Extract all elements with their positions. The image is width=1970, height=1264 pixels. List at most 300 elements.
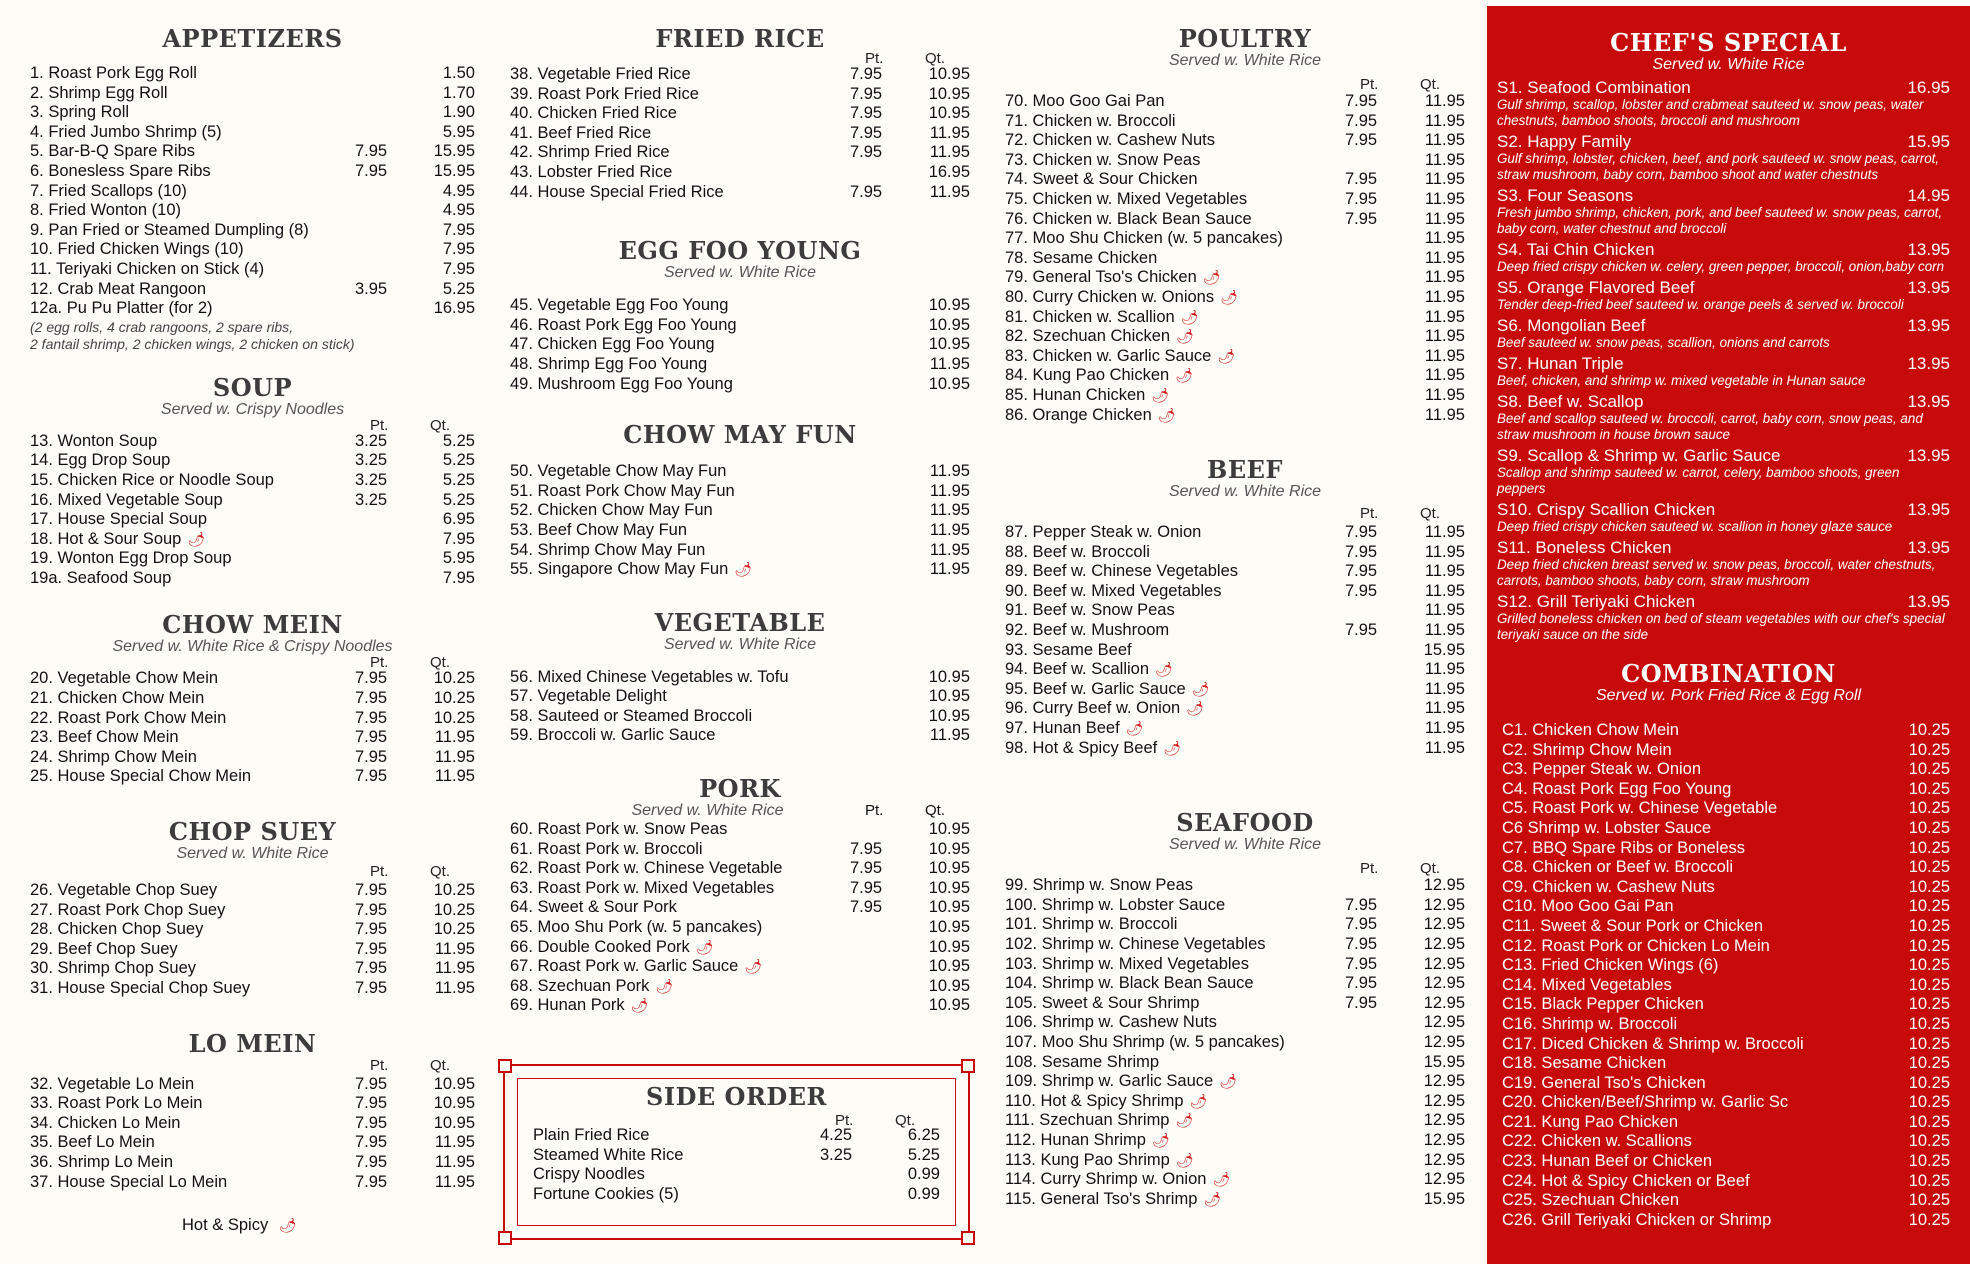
- menu-item-row: [1005, 543, 1465, 563]
- item-name: [1005, 876, 1345, 896]
- item-name: [510, 85, 850, 105]
- item-name-text: 15. Chicken Rice or Noodle Soup: [30, 470, 274, 489]
- item-name-text: 114. Curry Shrimp w. Onion: [1005, 1170, 1207, 1189]
- quart-price: 10.25: [433, 920, 475, 939]
- item-price: 10.25: [1908, 1191, 1950, 1210]
- combination-item: [1497, 1054, 1950, 1074]
- menu-item-row: [1005, 601, 1465, 621]
- item-name-text: 110. Hot & Spicy Shrimp: [1005, 1091, 1184, 1110]
- item-description: Gulf shrimp, lobster, chicken, beef, and pork sauteed w. snow peas, carrot, straw mushroom, baby corn, bamboo shoot and water chestnuts: [1497, 151, 1940, 182]
- chefs-special-item: [1497, 500, 1950, 519]
- item-name-text: 67. Roast Pork w. Garlic Sauce: [510, 957, 739, 976]
- item-name: C6 Shrimp w. Lobster Sauce: [1502, 818, 1712, 837]
- pint-price: 7.95: [850, 898, 883, 917]
- chow-mein-section: [30, 612, 475, 787]
- item-name-text: 113. Kung Pao Shrimp: [1005, 1150, 1170, 1169]
- item-name-text: 52. Chicken Chow May Fun: [510, 501, 713, 520]
- item-name: C17. Diced Chicken & Shrimp w. Broccoli: [1502, 1034, 1804, 1053]
- item-name-text: 86. Orange Chicken: [1005, 405, 1152, 424]
- item-name-text: 97. Hunan Beef: [1005, 719, 1120, 738]
- pt-header: Pt.: [1360, 76, 1379, 93]
- menu-item-row: [510, 918, 970, 938]
- pint-price: 7.95: [850, 65, 883, 83]
- item-price: 10.25: [1908, 1054, 1950, 1073]
- pint-price: 3.25: [355, 490, 388, 509]
- menu-item-row: [1005, 112, 1465, 132]
- quart-price: 16.95: [433, 299, 475, 318]
- item-name: [1005, 92, 1345, 112]
- menu-item-row: [30, 84, 475, 104]
- menu-item-row: [510, 541, 970, 561]
- item-name: [510, 355, 850, 375]
- quart-price: 5.25: [442, 451, 475, 470]
- pint-price: 7.95: [355, 979, 388, 997]
- quart-price: 1.50: [442, 64, 475, 82]
- quart-price: 12.95: [1423, 1032, 1465, 1051]
- item-price: 10.25: [1908, 897, 1950, 916]
- quart-price: 12.95: [1423, 1130, 1465, 1149]
- item-name: [1005, 974, 1345, 994]
- section-subtitle: Served w. White Rice: [176, 845, 329, 863]
- item-name-text: 19. Wonton Egg Drop Soup: [30, 549, 232, 568]
- item-name-text: 3. Spring Roll: [30, 103, 130, 122]
- menu-item-row: [510, 996, 970, 1016]
- menu-item-row: [1005, 1092, 1465, 1112]
- item-name-text: 65. Moo Shu Pork (w. 5 pancakes): [510, 918, 763, 937]
- item-name: S5. Orange Flavored Beef: [1497, 278, 1695, 297]
- item-name: C3. Pepper Steak w. Onion: [1502, 760, 1702, 779]
- item-name: [1005, 229, 1345, 249]
- pint-price: 7.95: [355, 1133, 388, 1152]
- menu-item-row: [30, 471, 475, 491]
- item-name-text: 87. Pepper Steak w. Onion: [1005, 523, 1202, 542]
- chili-pepper-icon: 🌶: [1189, 1092, 1208, 1109]
- item-name-text: 79. General Tso's Chicken: [1005, 268, 1197, 287]
- item-name-text: 20. Vegetable Chow Mein: [30, 669, 219, 688]
- menu-item-row: [510, 163, 970, 183]
- pint-price: 7.95: [1345, 170, 1378, 189]
- pint-price: 7.95: [355, 900, 388, 919]
- item-price: 10.25: [1908, 877, 1950, 896]
- item-name-text: 78. Sesame Chicken: [1005, 248, 1158, 267]
- section-subtitle: Served w. White Rice: [631, 802, 784, 820]
- pt-header: Pt.: [370, 863, 389, 881]
- pt-header: Pt.: [370, 1056, 389, 1074]
- section-title: SOUP: [212, 372, 293, 402]
- section-title: SEAFOOD: [1176, 808, 1314, 838]
- chili-pepper-icon: 🌶: [1175, 367, 1193, 384]
- item-name: [1005, 366, 1345, 386]
- item-name: C25. Szechuan Chicken: [1502, 1191, 1680, 1210]
- quart-price: 10.95: [928, 820, 970, 839]
- item-name-text: 107. Moo Shu Shrimp (w. 5 pancakes): [1005, 1032, 1285, 1051]
- item-price: 10.25: [1908, 1132, 1950, 1151]
- menu-item-row: [30, 979, 475, 999]
- quart-price: 15.95: [1423, 1052, 1465, 1071]
- item-name: [1005, 935, 1345, 955]
- menu-item-row: [1005, 1190, 1465, 1210]
- section-subtitle: Served w. White Rice: [1652, 56, 1805, 73]
- item-description: Deep fried crispy chicken w. celery, green pepper, broccoli, onion,baby corn: [1497, 259, 1945, 274]
- appetizers-section: [30, 26, 475, 353]
- item-name: [1005, 915, 1345, 935]
- combination-item: [1497, 1035, 1950, 1055]
- item-price: 10.25: [1908, 760, 1950, 779]
- item-list: [510, 820, 970, 1016]
- item-name: [1005, 1151, 1345, 1171]
- chefs-special-item: [1497, 240, 1950, 259]
- quart-price: 0.99: [907, 1165, 940, 1184]
- section-title: COMBINATION: [1621, 659, 1836, 688]
- combination-item: [1497, 917, 1950, 937]
- item-name-text: 35. Beef Lo Mein: [30, 1133, 155, 1152]
- section-title: CHOW MEIN: [162, 610, 343, 640]
- pint-price: 7.95: [850, 878, 883, 897]
- item-name-text: 77. Moo Shu Chicken (w. 5 pancakes): [1005, 229, 1283, 248]
- quart-price: 10.95: [928, 918, 970, 937]
- combination-item: [1497, 1132, 1950, 1152]
- item-name: [30, 940, 355, 960]
- item-name: C5. Roast Pork w. Chinese Vegetable: [1502, 799, 1778, 818]
- item-list: [30, 432, 475, 589]
- item-name-text: 25. House Special Chow Mein: [30, 767, 252, 786]
- chow-may-fun-section: [510, 422, 970, 580]
- item-name: [30, 103, 355, 123]
- item-name: [30, 84, 355, 104]
- item-price: 13.95: [1907, 592, 1950, 611]
- quart-price: 12.95: [1423, 1072, 1465, 1091]
- chili-pepper-icon: 🌶: [630, 997, 649, 1014]
- quart-price: 10.95: [928, 996, 970, 1015]
- item-name: [510, 560, 850, 580]
- item-name-text: 16. Mixed Vegetable Soup: [30, 490, 223, 509]
- item-name: C8. Chicken or Beef w. Broccoli: [1502, 858, 1734, 877]
- quart-price: 11.95: [1424, 307, 1465, 326]
- section-subtitle: Served w. White Rice: [1168, 52, 1322, 69]
- chefs-special-item: [1497, 446, 1950, 465]
- combination-item: [1497, 858, 1950, 878]
- pint-price: 7.95: [1345, 189, 1378, 208]
- chili-pepper-icon: 🌶: [1125, 720, 1144, 737]
- item-name-text: 103. Shrimp w. Mixed Vegetables: [1005, 954, 1249, 973]
- menu-item-row: [1005, 170, 1465, 190]
- item-name: S6. Mongolian Beef: [1497, 316, 1646, 335]
- menu-item-row: [510, 668, 970, 688]
- quart-price: 11.95: [1424, 581, 1465, 600]
- menu-item-row: [1005, 621, 1465, 641]
- item-name-text: 93. Sesame Beef: [1005, 640, 1132, 659]
- chili-pepper-icon: 🌶: [695, 938, 714, 955]
- menu-item-row: [1005, 1053, 1465, 1073]
- item-name-text: 60. Roast Pork w. Snow Peas: [510, 820, 728, 839]
- item-price: 10.25: [1908, 936, 1950, 955]
- egg-foo-young-section: [510, 238, 970, 394]
- item-name-text: 19a. Seafood Soup: [30, 568, 172, 587]
- platter-note-line-1: (2 egg rolls, 4 crab rangoons, 2 spare ribs,: [30, 318, 294, 335]
- item-name: [30, 162, 355, 182]
- menu-item-row: [1005, 1072, 1465, 1092]
- section-title: POULTRY: [1178, 24, 1312, 53]
- item-name: [30, 569, 355, 589]
- beef-section: [1005, 457, 1465, 758]
- quart-price: 11.95: [929, 462, 970, 481]
- menu-item-row: [30, 510, 475, 530]
- quart-price: 11.95: [1424, 131, 1465, 150]
- quart-price: 10.95: [433, 1094, 475, 1113]
- item-name: [1005, 1072, 1345, 1092]
- item-price: 10.25: [1908, 916, 1950, 935]
- combination-item: [1497, 839, 1950, 859]
- qt-header: Qt.: [430, 863, 451, 881]
- pint-price: 7.95: [1345, 523, 1378, 542]
- quart-price: 15.95: [1423, 1189, 1465, 1208]
- menu-item-row: [510, 65, 970, 85]
- menu-item-row: [510, 879, 970, 899]
- menu-item-row: [30, 549, 475, 569]
- menu-item-row: [1005, 190, 1465, 210]
- quart-price: 5.95: [442, 549, 475, 568]
- menu-item-row: [30, 1114, 475, 1134]
- item-price: 10.25: [1908, 721, 1950, 739]
- section-subtitle: Served w. Crispy Noodles: [160, 400, 345, 418]
- menu-item-row: [30, 940, 475, 960]
- quart-price: 10.95: [928, 104, 970, 123]
- pint-price: 7.95: [1345, 993, 1378, 1012]
- chili-pepper-icon: 🌶: [1175, 1151, 1194, 1168]
- menu-item-row: [510, 938, 970, 958]
- item-list: [510, 462, 970, 580]
- menu-item-row: [1005, 1013, 1465, 1033]
- pint-price: 7.95: [850, 182, 883, 201]
- pint-price: 7.95: [850, 104, 883, 123]
- menu-item-row: [510, 501, 970, 521]
- qt-header: Qt.: [1420, 505, 1441, 523]
- quart-price: 11.95: [1424, 189, 1465, 208]
- menu-column-2: [510, 0, 970, 1016]
- menu-item-row: [30, 728, 475, 748]
- item-name: [1005, 641, 1345, 661]
- item-name-text: 115. General Tso's Shrimp: [1005, 1189, 1198, 1208]
- frame-corner-ornament: [961, 1059, 975, 1073]
- item-name-text: 8. Fried Wonton (10): [30, 201, 182, 220]
- item-name: [30, 748, 355, 768]
- menu-item-row: [510, 124, 970, 144]
- pint-price: 7.95: [1345, 92, 1378, 110]
- pint-price: 7.95: [850, 839, 883, 858]
- quart-price: 11.95: [1424, 405, 1465, 424]
- menu-item-row: [30, 920, 475, 940]
- chefs-special-item: [1497, 538, 1950, 557]
- item-name-text: 33. Roast Pork Lo Mein: [30, 1094, 203, 1113]
- item-list: [510, 668, 970, 746]
- quart-price: 12.95: [1423, 974, 1465, 993]
- item-name-text: 101. Shrimp w. Broccoli: [1005, 915, 1178, 934]
- quart-price: 11.95: [929, 143, 970, 162]
- menu-item-row: [510, 859, 970, 879]
- item-price: 10.25: [1908, 1171, 1950, 1190]
- item-name-text: 88. Beef w. Broccoli: [1005, 542, 1150, 561]
- side-order-box: [503, 1064, 970, 1240]
- item-name: S1. Seafood Combination: [1497, 78, 1691, 97]
- quart-price: 11.95: [929, 481, 970, 500]
- chili-pepper-icon: 🌶: [1191, 680, 1210, 697]
- quart-price: 11.95: [1424, 542, 1465, 561]
- item-price: 10.25: [1908, 1073, 1950, 1092]
- combination-item: [1497, 799, 1950, 819]
- qt-header: Qt.: [925, 802, 946, 820]
- combination-item: [1497, 1113, 1950, 1133]
- menu-item-row: [30, 103, 475, 123]
- quart-price: 5.25: [442, 431, 475, 450]
- item-name: [510, 687, 850, 707]
- quart-price: 11.95: [1424, 92, 1465, 110]
- menu-item-row: [533, 1146, 940, 1166]
- item-name-text: 61. Roast Pork w. Broccoli: [510, 839, 703, 858]
- menu-item-row: [1005, 406, 1465, 426]
- menu-item-row: [1005, 915, 1465, 935]
- item-name-text: 51. Roast Pork Chow May Fun: [510, 481, 735, 500]
- combination-list: [1497, 721, 1950, 1230]
- item-name: [30, 901, 355, 921]
- pint-price: 7.95: [1345, 974, 1378, 993]
- item-name: S8. Beef w. Scallop: [1497, 392, 1644, 411]
- item-description: Beef and scallop sauteed w. broccoli, carrot, baby corn, snow peas, and straw mushroom in house brown sauce: [1497, 411, 1923, 442]
- item-name-text: 54. Shrimp Chow May Fun: [510, 540, 706, 559]
- menu-item-row: [510, 521, 970, 541]
- combination-item: [1497, 741, 1950, 761]
- quart-price: 11.95: [1424, 738, 1465, 757]
- item-name: [30, 979, 355, 999]
- section-title: CHEF'S SPECIAL: [1610, 28, 1847, 57]
- item-name: S10. Crispy Scallion Chicken: [1497, 500, 1716, 519]
- menu-item-row: [510, 840, 970, 860]
- item-name: [1005, 170, 1345, 190]
- item-name: [30, 451, 355, 471]
- fried-rice-section: [510, 26, 970, 202]
- pint-price: 7.95: [355, 708, 388, 727]
- quart-price: 11.95: [434, 959, 475, 978]
- item-name: [1005, 1111, 1345, 1131]
- pint-price: 7.95: [355, 939, 388, 958]
- item-name-text: 96. Curry Beef w. Onion: [1005, 699, 1181, 718]
- item-name-text: 42. Shrimp Fried Rice: [510, 143, 670, 162]
- chefs-special-panel: [1487, 6, 1970, 1264]
- quart-price: 11.95: [1424, 601, 1465, 620]
- pint-price: 7.95: [1345, 935, 1378, 953]
- item-name-text: 69. Hunan Pork: [510, 996, 625, 1015]
- item-name-text: Steamed White Rice: [533, 1145, 684, 1164]
- item-price: 10.25: [1908, 799, 1950, 818]
- quart-price: 12.95: [1423, 1013, 1465, 1032]
- menu-item-row: [510, 957, 970, 977]
- item-name: [30, 432, 355, 452]
- quart-price: 1.70: [442, 83, 475, 102]
- quart-price: 10.25: [433, 900, 475, 919]
- combination-item: [1497, 897, 1950, 917]
- item-name: [30, 920, 355, 940]
- pint-price: 7.95: [355, 142, 388, 161]
- item-name: [30, 1094, 355, 1114]
- item-name-text: 44. House Special Fried Rice: [510, 182, 724, 201]
- combination-item: [1497, 1152, 1950, 1172]
- quart-price: 11.95: [929, 182, 970, 201]
- quart-price: 15.95: [1423, 640, 1465, 659]
- item-description: Grilled boneless chicken on bed of steam vegetables with our chef's special teriyaki sauce on the side: [1497, 611, 1945, 642]
- quart-price: 15.95: [433, 161, 475, 180]
- quart-price: 4.95: [442, 181, 475, 200]
- soup-section: [30, 372, 475, 589]
- item-name-text: 37. House Special Lo Mein: [30, 1172, 228, 1191]
- item-name: [1005, 739, 1345, 759]
- item-name-text: 34. Chicken Lo Mein: [30, 1113, 181, 1132]
- qt-header: Qt.: [430, 654, 451, 672]
- spicy-legend: [30, 1216, 475, 1235]
- item-name: [533, 1146, 820, 1166]
- item-price: 10.25: [1908, 1034, 1950, 1053]
- menu-item-row: [510, 687, 970, 707]
- combination-item: [1497, 956, 1950, 976]
- pint-price: 7.95: [1345, 621, 1378, 640]
- chili-pepper-icon: 🌶: [1217, 347, 1236, 364]
- menu-item-row: [533, 1185, 940, 1205]
- pint-price: 7.95: [355, 1074, 388, 1093]
- pint-price: 7.95: [355, 728, 388, 747]
- menu-item-row: [1005, 210, 1465, 230]
- chili-pepper-icon: 🌶: [1186, 700, 1204, 717]
- item-name-text: 75. Chicken w. Mixed Vegetables: [1005, 189, 1248, 208]
- quart-price: 12.95: [1423, 915, 1465, 934]
- item-name-text: 58. Sauteed or Steamed Broccoli: [510, 706, 753, 725]
- quart-price: 11.95: [1424, 111, 1465, 130]
- item-name-text: 18. Hot & Sour Soup: [30, 529, 182, 548]
- section-title: BEEF: [1207, 455, 1283, 485]
- menu-item-row: [510, 707, 970, 727]
- item-name-text: 41. Beef Fried Rice: [510, 123, 652, 142]
- quart-price: 11.95: [1424, 679, 1465, 698]
- item-name: [30, 471, 355, 491]
- menu-item-row: [1005, 523, 1465, 543]
- item-name-text: 49. Mushroom Egg Foo Young: [510, 374, 733, 393]
- item-list: [30, 64, 475, 319]
- item-name: C4. Roast Pork Egg Foo Young: [1502, 779, 1732, 798]
- item-price: 13.95: [1907, 446, 1950, 465]
- pint-price: 7.95: [355, 747, 388, 766]
- item-price: 15.95: [1907, 132, 1950, 151]
- menu-item-row: [510, 296, 970, 316]
- quart-price: 11.95: [1424, 150, 1465, 169]
- item-name: C11. Sweet & Sour Pork or Chicken: [1502, 916, 1764, 935]
- item-list: [1005, 523, 1465, 758]
- item-name: [30, 221, 355, 241]
- item-name-text: 5. Bar-B-Q Spare Ribs: [30, 142, 196, 161]
- item-name-text: 105. Sweet & Sour Shrimp: [1005, 993, 1200, 1012]
- quart-price: 10.95: [928, 687, 970, 706]
- item-name: [510, 898, 850, 918]
- quart-price: 4.95: [442, 201, 475, 220]
- item-name: [1005, 680, 1345, 700]
- quart-price: 11.95: [929, 520, 970, 539]
- item-name: [510, 541, 850, 561]
- quart-price: 10.95: [928, 335, 970, 354]
- menu-item-row: [1005, 1170, 1465, 1190]
- pt-header: Pt.: [865, 802, 884, 820]
- item-name: [1005, 327, 1345, 347]
- item-name: [510, 316, 850, 336]
- chili-pepper-icon: 🌶: [655, 977, 674, 994]
- menu-item-row: [1005, 739, 1465, 759]
- menu-item-row: [1005, 935, 1465, 955]
- menu-item-row: [30, 221, 475, 241]
